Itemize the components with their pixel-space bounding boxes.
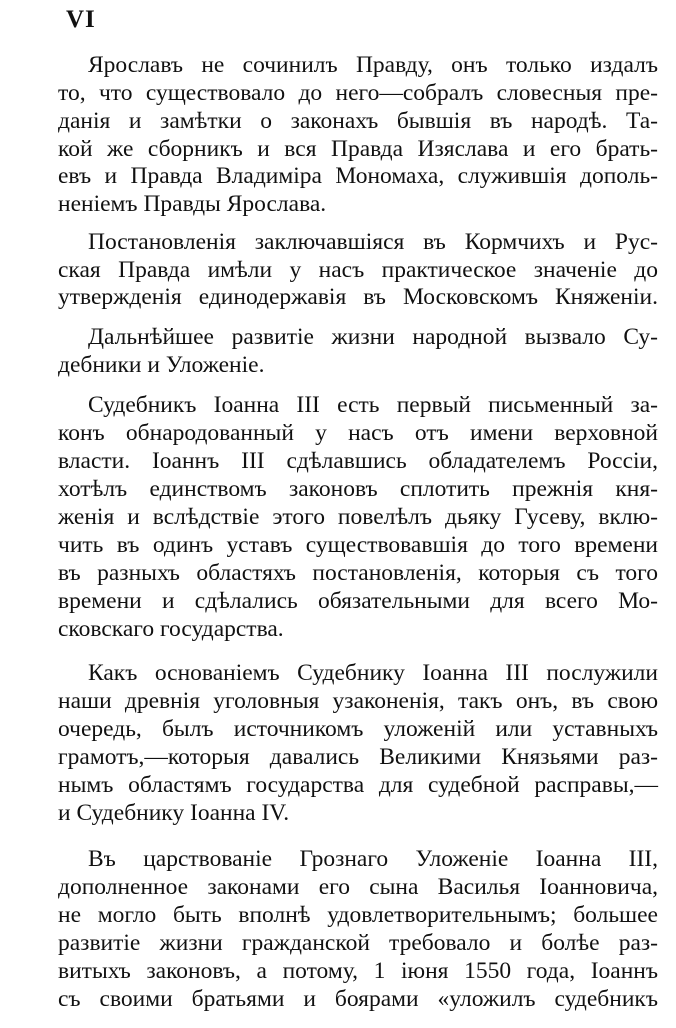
text-line: чить въ одинъ уставъ существовавшія до того времени bbox=[58, 532, 658, 558]
text-line: Ярославъ не сочинилъ Правду, онъ только издалъ bbox=[88, 52, 658, 78]
text-line: Дальнѣйшее развитіе жизни народной вызвало Су- bbox=[88, 324, 658, 350]
text-line: грамотъ,—которыя давались Великими Князьями раз- bbox=[58, 744, 658, 770]
text-line: въ разныхъ областяхъ постановленія, которыя съ того bbox=[58, 560, 658, 586]
text-line: данія и замѣтки о законахъ бывшія въ народѣ. Та- bbox=[58, 108, 658, 134]
text-line: дополненное законами его сына Василья Іоанновича, bbox=[58, 874, 658, 900]
text-line: хотѣлъ единствомъ законовъ сплотить прежнія кня- bbox=[58, 476, 658, 502]
text-line: Судебникъ Іоанна III есть первый письменный за- bbox=[88, 392, 658, 418]
text-line: неніемъ Правды Ярослава. bbox=[58, 191, 327, 217]
text-line: кой же сборникъ и вся Правда Изяслава и его брать- bbox=[58, 136, 658, 162]
text-line: не могло быть вполнѣ удовлетворительнымъ; большее bbox=[58, 902, 658, 928]
text-line: дебники и Уложеніе. bbox=[58, 352, 265, 378]
text-line: конъ обнародованный у насъ отъ имени верховной bbox=[58, 420, 658, 446]
text-line: нымъ областямъ государства для судебной расправы,— bbox=[58, 772, 658, 798]
text-line: развитіе жизни гражданской требовало и болѣе раз- bbox=[58, 930, 658, 956]
text-line: очередь, былъ источникомъ уложеній или уставныхъ bbox=[58, 716, 658, 742]
text-line: времени и сдѣлались обязательными для всего Мо- bbox=[58, 588, 658, 614]
text-line: витыхъ законовъ, а потому, 1 іюня 1550 года, Іоаннъ bbox=[58, 958, 658, 984]
text-line: наши древнія уголовныя узаконенія, такъ онъ, въ свою bbox=[58, 688, 658, 714]
page-number: VI bbox=[66, 6, 96, 33]
text-line: Въ царствованіе Грознаго Уложеніе Іоанна III, bbox=[88, 846, 658, 872]
text-line: женія и вслѣдствіе этого повелѣлъ дьяку Гусеву, вклю- bbox=[58, 504, 658, 530]
text-line: Какъ основаніемъ Судебнику Іоанна III послужили bbox=[88, 660, 658, 686]
text-line: сковскаго государства. bbox=[58, 616, 284, 642]
text-line: Постановленія заключавшіяся въ Кормчихъ и Рус- bbox=[88, 229, 658, 255]
text-line: ская Правда имѣли у насъ практическое значеніе до bbox=[58, 257, 658, 283]
text-line: и Судебнику Іоанна IV. bbox=[58, 800, 290, 826]
text-line: то, что существовало до него—собралъ словесныя пре- bbox=[58, 80, 658, 106]
text-line: съ своими братьями и боярами «уложилъ судебникъ bbox=[58, 986, 658, 1012]
text-line: евъ и Правда Владиміра Мономаха, служившія дополь- bbox=[58, 163, 658, 189]
text-line: власти. Іоаннъ III сдѣлавшись обладателемъ Россіи, bbox=[58, 448, 658, 474]
text-line: утвержденія единодержавія въ Московскомъ Княженіи. bbox=[58, 284, 658, 310]
